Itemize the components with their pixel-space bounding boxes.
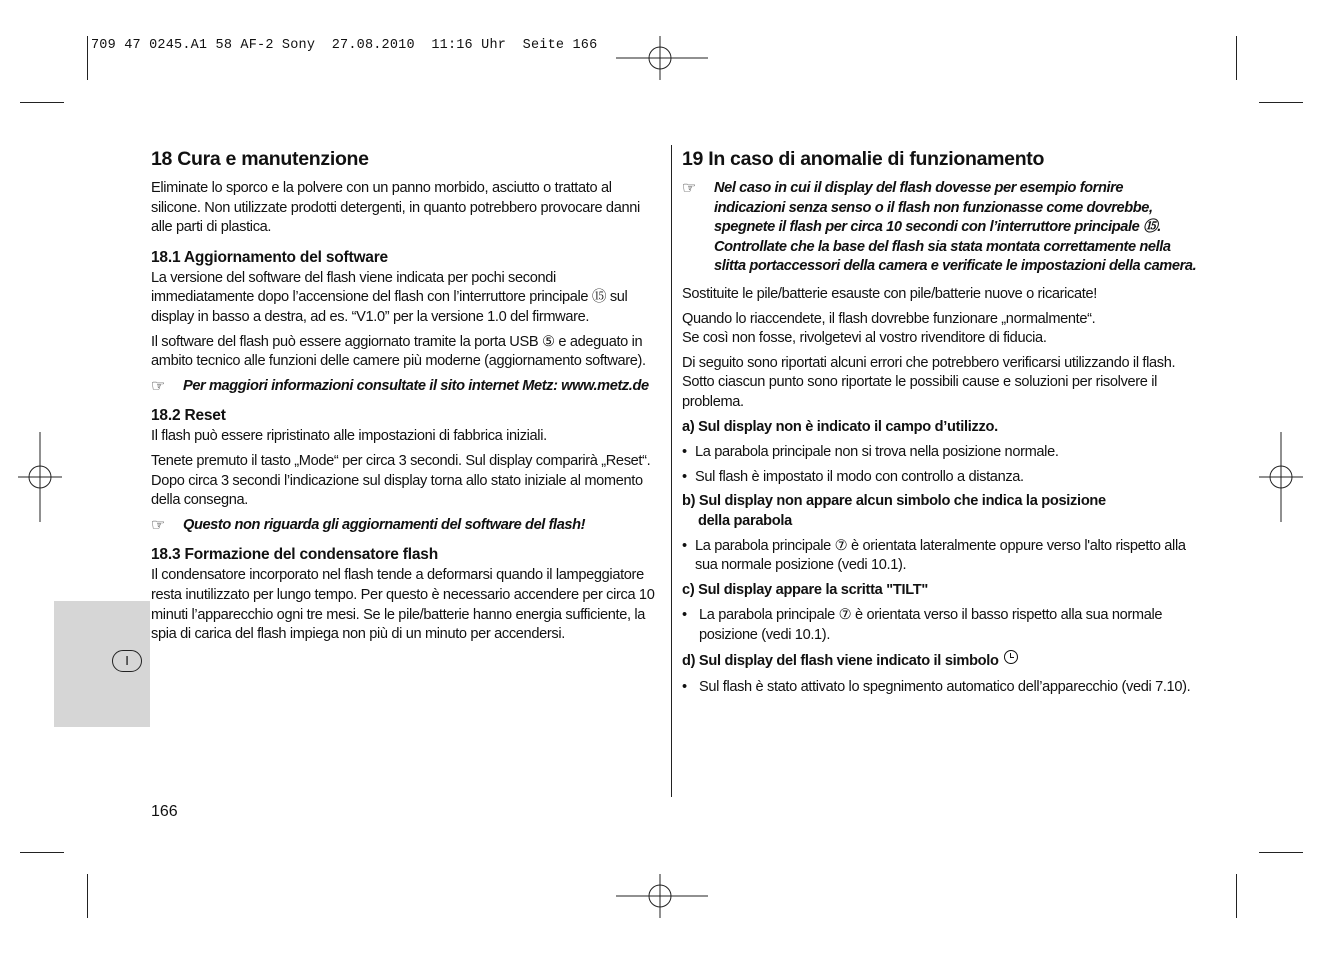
list-item: [682, 678, 1197, 698]
item-title-b: [682, 492, 1197, 531]
list-item-text: La parabola principale ⑦ è orientata verso il basso rispetto alla sua normale posizione (vedi 10.1).: [699, 607, 1163, 643]
bullet-icon: •: [682, 444, 687, 461]
intro-paragraph: Eliminate lo sporco e la polvere con un panno morbido, asciutto o trattato al silicone. Non utilizzate prodotti detergenti, in quanto potrebbero provocare danni alle parti di plastica.: [151, 180, 640, 236]
paragraph-line: Se così non fosse, rivolgetevi al vostro rivenditore di fiducia.: [682, 330, 1047, 347]
clock-icon: [1004, 650, 1018, 664]
language-badge: I: [112, 650, 142, 672]
paragraph: La versione del software del flash viene indicata per pochi secondi immediatamente dopo l’accensione del flash con l’interruttore principale ⑮ sul display in basso a destra, ad es. “V1.0” per la versione 1.0 del firmware.: [151, 269, 628, 325]
bullet-icon: •: [682, 679, 687, 696]
crop-mark: [1259, 852, 1303, 853]
registration-mark-top-icon: [616, 36, 708, 80]
paragraph: Il condensatore incorporato nel flash tende a deformarsi quando il lampeggiatore resta inutilizzato per lungo tempo. Per questo è necessario accendere per circa 10 minuti l’apparecchio ogni tre mesi. Se le pile/batterie hanno energia sufficiente, la spia di carica del flash impiega non più di un minuto per accendersi.: [151, 567, 655, 643]
subsection-title-18-3: 18.3 Formazione del condensatore flash: [151, 546, 438, 564]
registration-mark-bottom-icon: [616, 874, 708, 918]
pointing-hand-icon: ☞: [151, 516, 165, 534]
paragraph-line: Quando lo riaccendete, il flash dovrebbe funzionare „normalmente“.: [682, 310, 1096, 327]
item-title-a: a) Sul display non è indicato il campo d’utilizzo.: [682, 418, 998, 435]
subsection-title-18-1: 18.1 Aggiornamento del software: [151, 248, 388, 266]
note-text: Per maggiori informazioni consultate il sito internet Metz: www.metz.de: [183, 377, 649, 394]
bullet-icon: •: [682, 607, 687, 624]
list-item-text: La parabola principale ⑦ è orientata lateralmente oppure verso l'alto rispetto alla sua normale posizione (vedi 10.1).: [695, 537, 1186, 574]
list-item: [682, 537, 1197, 576]
crop-mark: [1236, 874, 1237, 918]
paragraph: [682, 310, 1197, 349]
item-title-c: c) Sul display appare la scritta "TILT": [682, 581, 928, 598]
paragraph: Il software del flash può essere aggiornato tramite la porta USB ⑤ e adeguato in ambito tecnico alle funzioni delle camere più moderne (aggiornamento software).: [151, 333, 646, 370]
crop-mark: [87, 36, 88, 80]
section-title-19: 19 In caso di anomalie di funzionamento: [682, 148, 1045, 170]
crop-mark: [20, 852, 64, 853]
note: [151, 377, 656, 397]
note-text: Questo non riguarda gli aggiornamenti del software del flash!: [183, 516, 586, 533]
right-column: [682, 147, 1197, 703]
item-title-d: [682, 650, 1197, 672]
list-item-text: Sul flash è impostato il modo con controllo a distanza.: [695, 468, 1024, 485]
pointing-hand-icon: ☞: [151, 377, 165, 395]
pointing-hand-icon: ☞: [682, 180, 696, 197]
registration-mark-right-icon: [1259, 432, 1303, 522]
paragraph: Sostituite le pile/batterie esauste con pile/batterie nuove o ricaricate!: [682, 285, 1097, 302]
list-item-text: La parabola principale non si trova nella posizione normale.: [695, 444, 1059, 461]
list-item: [682, 468, 1197, 488]
paragraph: Tenete premuto il tasto „Mode“ per circa 3 secondi. Sul display comparirà „Reset“. Dopo circa 3 secondi l’indicazione sul display torna allo stato iniziale al momento della consegna.: [151, 452, 651, 509]
print-header: 709 47 0245.A1 58 AF-2 Sony 27.08.2010 11:16 Uhr Seite 166: [91, 38, 598, 53]
list-item: [682, 443, 1197, 463]
item-title-line: b) Sul display non appare alcun simbolo che indica la posizione: [682, 493, 1106, 510]
item-title-line: della parabola: [698, 512, 792, 529]
bullet-icon: •: [682, 537, 687, 554]
bullet-icon: •: [682, 468, 687, 485]
item-title-text: d) Sul display del flash viene indicato il simbolo: [682, 653, 999, 670]
subsection-title-18-2: 18.2 Reset: [151, 407, 226, 425]
list-item: [682, 606, 1197, 645]
crop-mark: [87, 874, 88, 918]
paragraph: Il flash può essere ripristinato alle impostazioni di fabbrica iniziali.: [151, 428, 547, 445]
paragraph: Di seguito sono riportati alcuni errori che potrebbero verificarsi utilizzando il flash. Sotto ciascun punto sono riportate le possibili cause e soluzioni per risolvere il problema.: [682, 354, 1176, 410]
left-column: [151, 147, 656, 650]
crop-mark: [1236, 36, 1237, 80]
column-divider: [671, 145, 672, 797]
note-text: Nel caso in cui il display del flash dovesse per esempio fornire indicazioni senza senso o il flash non funzionasse come dovrebbe, spegnete il flash per circa 10 secondi con l’interruttore principale ⑮. Controllate che la base del flash sia stata montata correttamente nella slitta portaccessori della camera e verificate le impostazioni della camera.: [714, 180, 1197, 275]
crop-mark: [20, 102, 64, 103]
section-title-18: 18 Cura e manutenzione: [151, 148, 369, 170]
registration-mark-left-icon: [18, 432, 62, 522]
crop-mark: [1259, 102, 1303, 103]
note: [682, 179, 1197, 277]
page-number: 166: [151, 803, 178, 820]
note: [151, 516, 656, 536]
list-item-text: Sul flash è stato attivato lo spegnimento automatico dell’apparecchio (vedi 7.10).: [699, 679, 1191, 696]
